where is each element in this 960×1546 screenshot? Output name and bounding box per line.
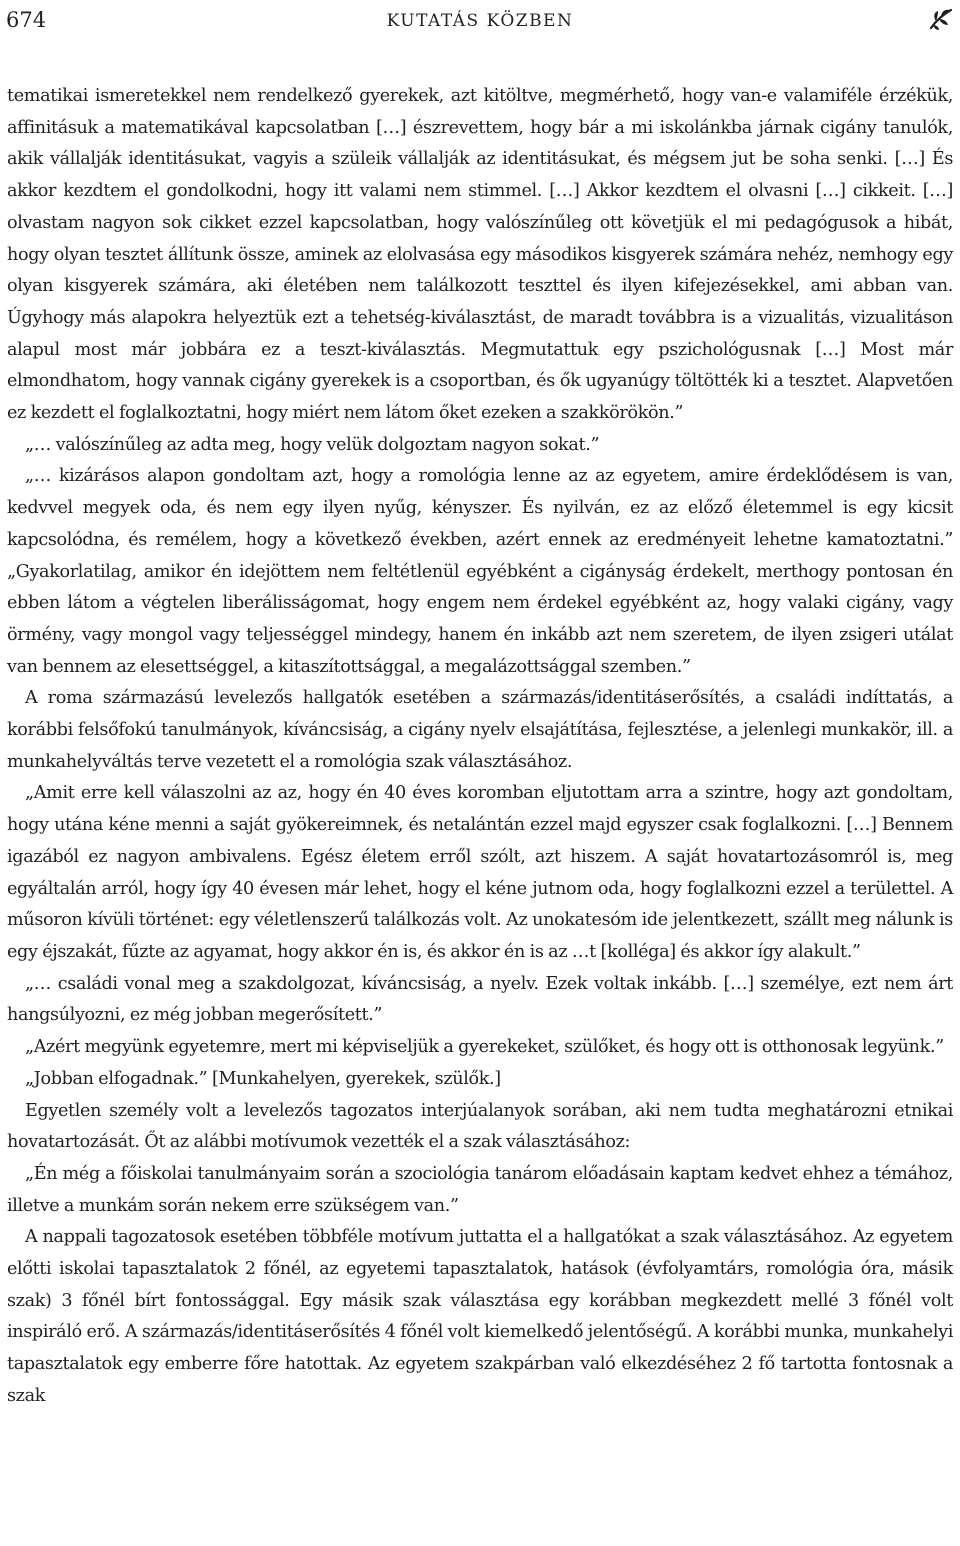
paragraph: Egyetlen személy volt a levelezős tagozatos interjúalanyok sorában, aki nem tudta meghatározni etnikai hovatartozását. Őt az alábbi motívumok vezették el a szak választásához: xyxy=(7,1100,953,1153)
section-title: KUTATÁS KÖZBEN xyxy=(386,11,574,31)
fleuron-icon xyxy=(928,6,954,32)
body-text xyxy=(7,81,953,1413)
quote-paragraph: „… valószínűleg az adta meg, hogy velük dolgoztam nagyon sokat.” xyxy=(25,434,600,455)
running-head xyxy=(6,6,954,36)
quote-paragraph: „… kizárásos alapon gondoltam azt, hogy a romológia lenne az az egyetem, amire érdeklődésem is van, kedvvel megyek oda, és nem egy ilyen nyűg, kényszer. És nyilván, ez az előző életemmel is egy kicsit kapcsolódna, és remélem, hogy a következő években, azért ennek az eredményeit lehetne kamatoztatni.” „Gyakorlatilag, amikor én idejöttem nem feltétlenül egyébként a cigányság érdekelt, merthogy pontosan én ebben látom a végtelen liberálisságomat, hogy engem nem érdekel egyébként az, hogy valaki cigány, vagy örmény, vagy mongol vagy teljességgel mindegy, hanem én inkább azt nem szeretem, de ilyen zsigeri utálat van bennem az elesettséggel, a kitaszítottsággal, a megalázottsággal szemben.” xyxy=(7,466,953,677)
paragraph: tematikai ismeretekkel nem rendelkező gyerekek, azt kitöltve, megmérhető, hogy van-e valamiféle érzékük, affinitásuk a matematikával kapcsolatban […] észrevettem, hogy bár a mi iskolánkba járnak cigány tanulók, akik vállalják identitásukat, vagyis a szüleik vállalják az identitásukat, és mégsem jut be soha senki. […] És akkor kezdtem el gondolkodni, hogy itt valami nem stimmel. […] Akkor kezdtem el olvasni […] cikkeit. […] olvastam nagyon sok cikket ezzel kapcsolatban, hogy valószínűleg ott követjük el mi pedagógusok a hibát, hogy olyan tesztet állítunk össze, aminek az elolvasása egy másodikos kisgyerek számára nehéz, nemhogy egy olyan kisgyerek számára, aki életében nem találkozott teszttel és ilyen kifejezésekkel, ami abban van. Úgyhogy más alapokra helyeztük ezt a tehetség-kiválasztást, de maradt továbbra is a vizualitás, vizualitáson alapul most már jobbára ez a teszt-kiválasztás. Megmutattuk egy pszichológusnak […] Most már elmondhatom, hogy vannak cigány gyerekek is a csoportban, és ők ugyanúgy töltötték ki a tesztet. Alapvetően ez kezdett el foglalkoztatni, hogy miért nem látom őket ezeken a szakkörökön.” xyxy=(7,86,953,424)
quote-paragraph: „Én még a főiskolai tanulmányaim során a szociológia tanárom előadásain kaptam kedvet ehhez a témához, illetve a munkám során nekem erre szükségem van.” xyxy=(7,1163,953,1216)
paragraph: A roma származású levelezős hallgatók esetében a származás/identitáserősítés, a családi indíttatás, a korábbi felsőfokú tanulmányok, kíváncsiság, a cigány nyelv elsajátítása, fejlesztése, a jelenlegi munkakör, ill. a munkahelyváltás terve vezetett el a romológia szak választásához. xyxy=(7,688,953,772)
quote-paragraph: „Jobban elfogadnak.” [Munkahelyen, gyerekek, szülők.] xyxy=(25,1068,501,1089)
quote-paragraph: „Amit erre kell válaszolni az az, hogy én 40 éves koromban eljutottam arra a szintre, hogy azt gondoltam, hogy utána kéne menni a saját gyökereimnek, és netalántán ezzel majd egyszer csak foglalkozni. […] Bennem igazából ez nagyon ambivalens. Egész életem erről szólt, azt hiszem. A saját hovatartozásomról is, meg egyáltalán arról, hogy így 40 évesen már lehet, hogy el kéne jutnom oda, hogy foglalkozni ezzel a területtel. A műsoron kívüli történet: egy véletlenszerű találkozás volt. Az unokatesóm ide jelentkezett, szállt meg nálunk is egy éjszakát, fűzte az agyamat, hogy akkor én is, és akkor én is az …t [kolléga] és akkor így alakult.” xyxy=(7,783,953,962)
quote-paragraph: „Azért megyünk egyetemre, mert mi képviseljük a gyerekeket, szülőket, és hogy ott is otthonosak legyünk.” xyxy=(25,1037,944,1058)
paragraph: A nappali tagozatosok esetében többféle motívum juttatta el a hallgatókat a szak választásához. Az egyetem előtti iskolai tapasztalatok 2 főnél, az egyetemi tapasztalatok, hatások (évfolyamtárs, romológia óra, másik szak) 3 főnél bírt fontossággal. Egy másik szak választása egy korábban megkezdett mellé 3 főnél volt inspiráló erő. A származás/identitáserősítés 4 főnél volt kiemelkedő jelentőségű. A korábbi munka, munkahelyi tapasztalatok egy emberre főre hatottak. Az egyetem szakpárban való elkezdéséhez 2 fő tartotta fontosnak a szak xyxy=(7,1227,953,1406)
quote-paragraph: „… családi vonal meg a szakdolgozat, kíváncsiság, a nyelv. Ezek voltak inkább. […] személye, ezt nem árt hangsúlyozni, ez még jobban megerősített.” xyxy=(7,973,953,1026)
page-number: 674 xyxy=(6,8,47,32)
